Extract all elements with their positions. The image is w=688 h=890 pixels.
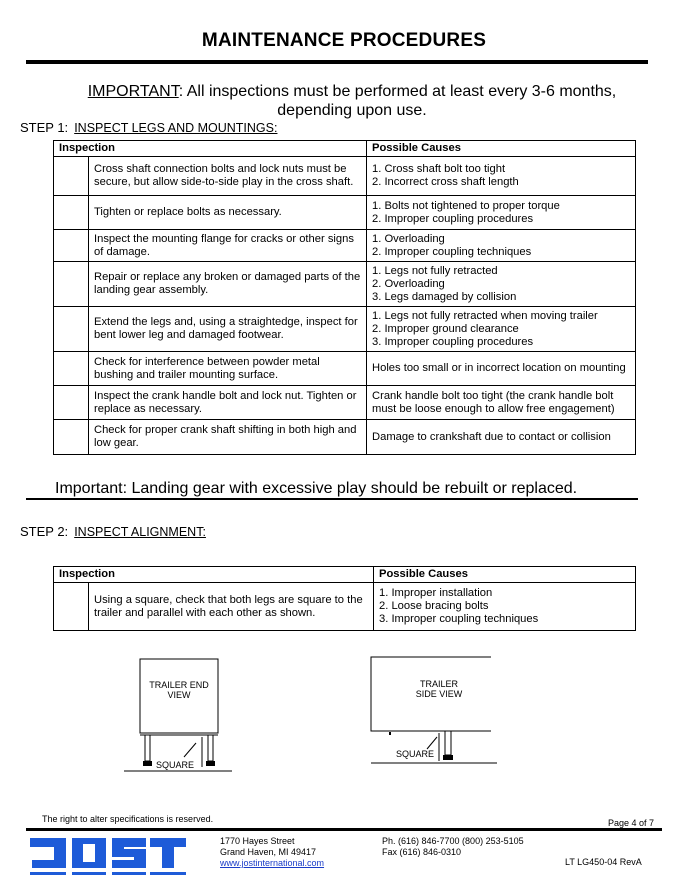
cause-item: Holes too small or in incorrect location on mounting: [372, 362, 626, 374]
table-header-row: [54, 567, 636, 583]
end-view-label-1: TRAILER END: [149, 680, 209, 690]
header-inspection: Inspection: [54, 141, 367, 157]
header-causes: Possible Causes: [367, 141, 636, 157]
mount-tick: [389, 732, 391, 735]
side-view-label-2: SIDE VIEW: [415, 689, 463, 699]
right-leg: [208, 735, 213, 761]
inspection-cell: Inspect the mounting flange for cracks or other signs of damage.: [89, 230, 367, 262]
header-inspection: Inspection: [54, 567, 374, 583]
cause-item: 3. Legs damaged by collision: [372, 290, 517, 303]
company-address: [220, 836, 324, 869]
square-pointer: [184, 743, 196, 757]
cause-item: 2. Improper coupling procedures: [372, 212, 534, 225]
cause-item: 2. Loose bracing bolts: [379, 600, 489, 612]
cause-item: 1. Bolts not tightened to proper torque: [372, 199, 560, 212]
fax-number: Fax (616) 846-0310: [382, 847, 462, 857]
company-contact: [382, 836, 524, 858]
trailer-side-view-diagram: [365, 655, 500, 770]
row-marker-cell: [54, 386, 89, 420]
website-link[interactable]: www.jostinternational.com: [220, 858, 325, 868]
causes-cell: [367, 386, 636, 420]
causes-cell: [367, 262, 636, 307]
left-foot: [143, 761, 152, 766]
table-row: [54, 262, 636, 307]
cause-item: 1. Overloading: [372, 232, 445, 245]
cause-item: 2. Improper coupling techniques: [372, 245, 532, 258]
table-row: [54, 230, 636, 262]
step1-number: STEP 1:: [20, 120, 69, 135]
table-row: [54, 583, 636, 631]
end-view-square-label: SQUARE: [155, 760, 195, 770]
page-title: MAINTENANCE PROCEDURES: [201, 30, 487, 51]
table-header-row: [54, 141, 636, 157]
important-line2: depending upon use.: [277, 102, 427, 119]
left-leg: [145, 735, 150, 761]
causes-cell: [374, 583, 636, 631]
table-row: [54, 307, 636, 352]
important-line1: : All inspections must be performed at least every 3-6 months,: [178, 83, 617, 100]
cause-item: Damage to crankshaft due to contact or collision: [372, 430, 611, 443]
inspection-cell: Using a square, check that both legs are square to the trailer and parallel with each other as shown.: [89, 583, 374, 631]
row-marker-cell: [54, 196, 89, 230]
table-row: [54, 420, 636, 455]
inspection-cell: Repair or replace any broken or damaged parts of the landing gear assembly.: [89, 262, 367, 307]
row-marker-cell: [54, 262, 89, 307]
address-city: Grand Haven, MI 49417: [220, 847, 317, 857]
footer-note: The right to alter specifications is reserved.: [42, 814, 214, 824]
step2-table: [53, 566, 636, 631]
cause-item: 2. Improper ground clearance: [372, 322, 519, 335]
phone-number: Ph. (616) 846-7700 (800) 253-5105: [382, 836, 524, 846]
important-label: IMPORTANT: [87, 83, 179, 100]
side-view-square-label: SQUARE: [395, 749, 435, 759]
row-marker-cell: [54, 420, 89, 455]
row-marker-cell: [54, 157, 89, 196]
cause-item: 1. Improper installation: [379, 587, 493, 599]
footer-rule: [26, 828, 662, 831]
cause-item: Crank handle bolt too tight (the crank handle bolt must be loose enough to allow free engagement): [372, 389, 615, 415]
inspection-cell: Extend the legs and, using a straightedge, inspect for bent lower leg and damaged footwear.: [89, 307, 367, 352]
square-pointer: [427, 737, 437, 749]
document-id: LT LG450-04 RevA: [565, 857, 642, 867]
cause-item: 1. Cross shaft bolt too tight: [372, 163, 506, 175]
important-rebuild-note: Important: Landing gear with excessive play should be rebuilt or replaced.: [55, 480, 578, 497]
jost-logo-graphic: [30, 834, 188, 880]
page-number: Page 4 of 7: [608, 818, 655, 828]
section-rule: [26, 498, 638, 500]
row-marker-cell: [54, 352, 89, 386]
table-row: [54, 196, 636, 230]
inspection-cell: Check for interference between powder metal bushing and trailer mounting surface.: [89, 352, 367, 386]
jost-logo: [30, 834, 188, 880]
row-marker-cell: [54, 230, 89, 262]
address-street: 1770 Hayes Street: [220, 836, 295, 846]
table-row: [54, 352, 636, 386]
cause-item: 3. Improper coupling techniques: [379, 613, 539, 625]
cause-item: 2. Overloading: [372, 277, 445, 290]
cause-item: 3. Improper coupling procedures: [372, 335, 534, 348]
cause-item: 1. Legs not fully retracted: [372, 264, 498, 277]
causes-cell: [367, 196, 636, 230]
step2-heading: [20, 524, 206, 539]
cause-item: 2. Incorrect cross shaft length: [372, 176, 519, 188]
causes-cell: [367, 352, 636, 386]
inspection-cell: Check for proper crank shaft shifting in both high and low gear.: [89, 420, 367, 455]
causes-cell: [367, 230, 636, 262]
inspection-cell: Inspect the crank handle bolt and lock nut. Tighten or replace as necessary.: [89, 386, 367, 420]
inspection-cell: Cross shaft connection bolts and lock nuts must be secure, but allow side-to-side play in the cross shaft.: [89, 157, 367, 196]
causes-cell: [367, 420, 636, 455]
important-note: [82, 82, 622, 120]
causes-cell: [367, 307, 636, 352]
side-view-label-1: TRAILER: [419, 679, 459, 689]
table-row: [54, 386, 636, 420]
step1-table: [53, 140, 636, 455]
step1-title: INSPECT LEGS AND MOUNTINGS:: [74, 121, 278, 135]
cause-item: 1. Legs not fully retracted when moving trailer: [372, 309, 598, 322]
step2-title: INSPECT ALIGNMENT:: [74, 525, 206, 539]
causes-cell: [367, 157, 636, 196]
end-view-label-2: VIEW: [167, 690, 191, 700]
inspection-cell: Tighten or replace bolts as necessary.: [89, 196, 367, 230]
step2-number: STEP 2:: [20, 524, 69, 539]
foot: [443, 755, 453, 760]
table-row: [54, 157, 636, 196]
step1-heading: [20, 120, 277, 135]
trailer-end-view-diagram: [120, 655, 240, 775]
row-marker-cell: [54, 583, 89, 631]
title-rule: [26, 60, 648, 64]
leg: [445, 731, 451, 755]
right-foot: [206, 761, 215, 766]
row-marker-cell: [54, 307, 89, 352]
header-causes: Possible Causes: [374, 567, 636, 583]
